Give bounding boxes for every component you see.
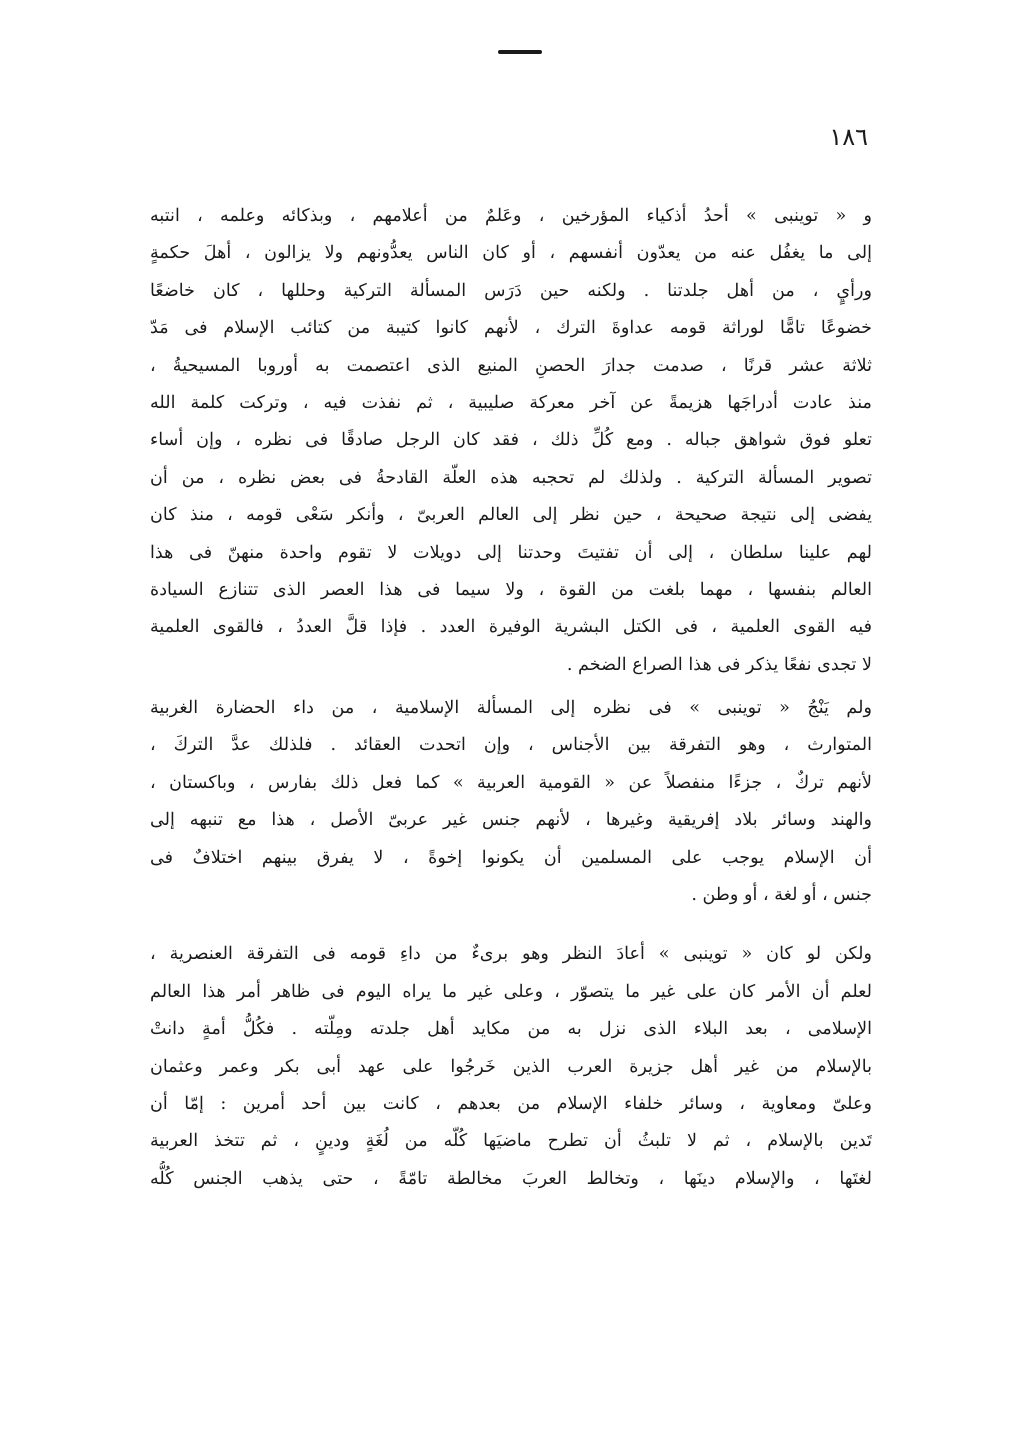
paragraph: [150, 690, 872, 914]
text-line: إلى ما يغفُل عنه من يعدّون أنفسهم ، أو كان الناس يعدُّونهم ولا يزالون ، أهلَ حكمةٍ: [150, 243, 872, 264]
text-line: يفضى إلى نتيجة صحيحة ، حين نظر إلى العالم العربىّ ، وأنكر سَعْى قومه ، منذ كان: [150, 505, 872, 526]
text-line: جنس ، أو لغة ، أو وطن .: [691, 885, 872, 906]
text-line: لأنهم تركٌ ، جزءًا منفصلاً عن « القومية العربية » كما فعل ذلك بفارس ، وباكستان ،: [150, 772, 872, 793]
paragraph: [150, 936, 872, 1198]
text-line: بالإسلام من غير أهل جزيرة العرب الذين خَرجُوا على عهد أبى بكر وعمر وعثمان: [150, 1056, 872, 1077]
paragraph: [150, 198, 872, 684]
body-text: [150, 198, 872, 1198]
text-line: ولكن لو كان « توينبى » أعادَ النظر وهو برىءٌ من داءِ قومه فى التفرقة العنصرية ،: [150, 944, 872, 965]
text-line: تصوير المسألة التركية . ولذلك لم تحجبه هذه العلّة القادحةُ فى بعض نظره ، من أن: [150, 467, 872, 488]
text-line: والهند وسائر بلاد إفريقية وغيرها ، لأنهم جنس غير عربىّ الأصل ، هذا مع تنبهه إلى: [150, 810, 872, 831]
text-line: الإسلامى ، بعد البلاء الذى نزل به من مكايد أهل جلدته ومِلّته . فكُلُّ أمةٍ دانتْ: [150, 1019, 872, 1040]
text-line: لعلم أن الأمر كان على غير ما يتصوّر ، وعلى غير ما يراه اليوم فى ظاهر أمر هذا العالم: [150, 981, 872, 1002]
text-line: المتوارث ، وهو التفرقة بين الأجناس ، وإن اتحدت العقائد . فلذلك عدَّ التركَ ،: [150, 735, 872, 756]
page-number: ١٨٦: [829, 123, 868, 151]
text-line: منذ عادت أدراجَها هزيمةً عن آخر معركة صليبية ، ثم نفذت فيه ، وتركت كلمة الله: [150, 392, 872, 413]
text-line: لهم علينا سلطان ، إلى أن تفتيتَ وحدتنا إلى دويلات لا تقوم واحدة منهنّ فى هذا: [150, 542, 872, 563]
text-line: فيه القوى العلمية ، فى الكتل البشرية الوفيرة العدد . فإذا قلَّ العددُ ، فالقوى العلمية: [150, 617, 872, 638]
text-line: لا تجدى نفعًا يذكر فى هذا الصراع الضخم .: [566, 654, 872, 675]
text-line: ولم يَنْجُ « توينبى » فى نظره إلى المسألة الإسلامية ، من داء الحضارة الغربية: [150, 698, 872, 719]
text-line: العالم بنفسها ، مهما بلغت من القوة ، ولا سيما فى هذا العصر الذى تتنازع السيادة: [150, 579, 872, 600]
text-line: لغتَها ، والإسلام دينَها ، وتخالط العربَ مخالطة تامّةً ، حتى يذهب الجنس كُلُّه: [150, 1168, 872, 1189]
text-line: تَدين بالإسلام ، ثم لا تلبثُ أن تطرح ماضيَها كُلّه من لُغَةٍ ودينٍ ، ثم تتخذ العربية: [150, 1131, 872, 1152]
text-line: تعلو فوق شواهق جباله . ومع كُلِّ ذلك ، فقد كان الرجل صادقًا فى نظره ، وإن أساء: [150, 430, 872, 451]
text-line: خضوعًا تامًّا لوراثة قومه عداوةَ الترك ، لأنهم كانوا كتيبة من كتائب الإسلام فى مَدّ: [150, 318, 872, 339]
text-line: ثلاثة عشر قرنًا ، صدمت جدارَ الحصنِ المنيع الذى اعتصمت به أوروبا المسيحيةُ ،: [150, 355, 872, 376]
text-line: أن الإسلام يوجب على المسلمين أن يكونوا إخوةً ، لا يفرق بينهم اختلافٌ فى: [150, 847, 872, 868]
text-line: و « توينبى » أحدُ أذكياء المؤرخين ، وعَلمٌ من أعلامهم ، وبذكائه وعلمه ، انتبه: [150, 206, 872, 226]
text-line: وعلىّ ومعاوية ، وسائر خلفاء الإسلام من بعدهم ، كانت بين أحد أمرين : إمّا أن: [150, 1093, 872, 1114]
text-line: ورأيٍ ، من أهل جلدتنا . ولكنه حين دَرَس المسألة التركية وحللها ، كان خاضعًا: [150, 280, 872, 301]
top-rule: [498, 50, 542, 54]
